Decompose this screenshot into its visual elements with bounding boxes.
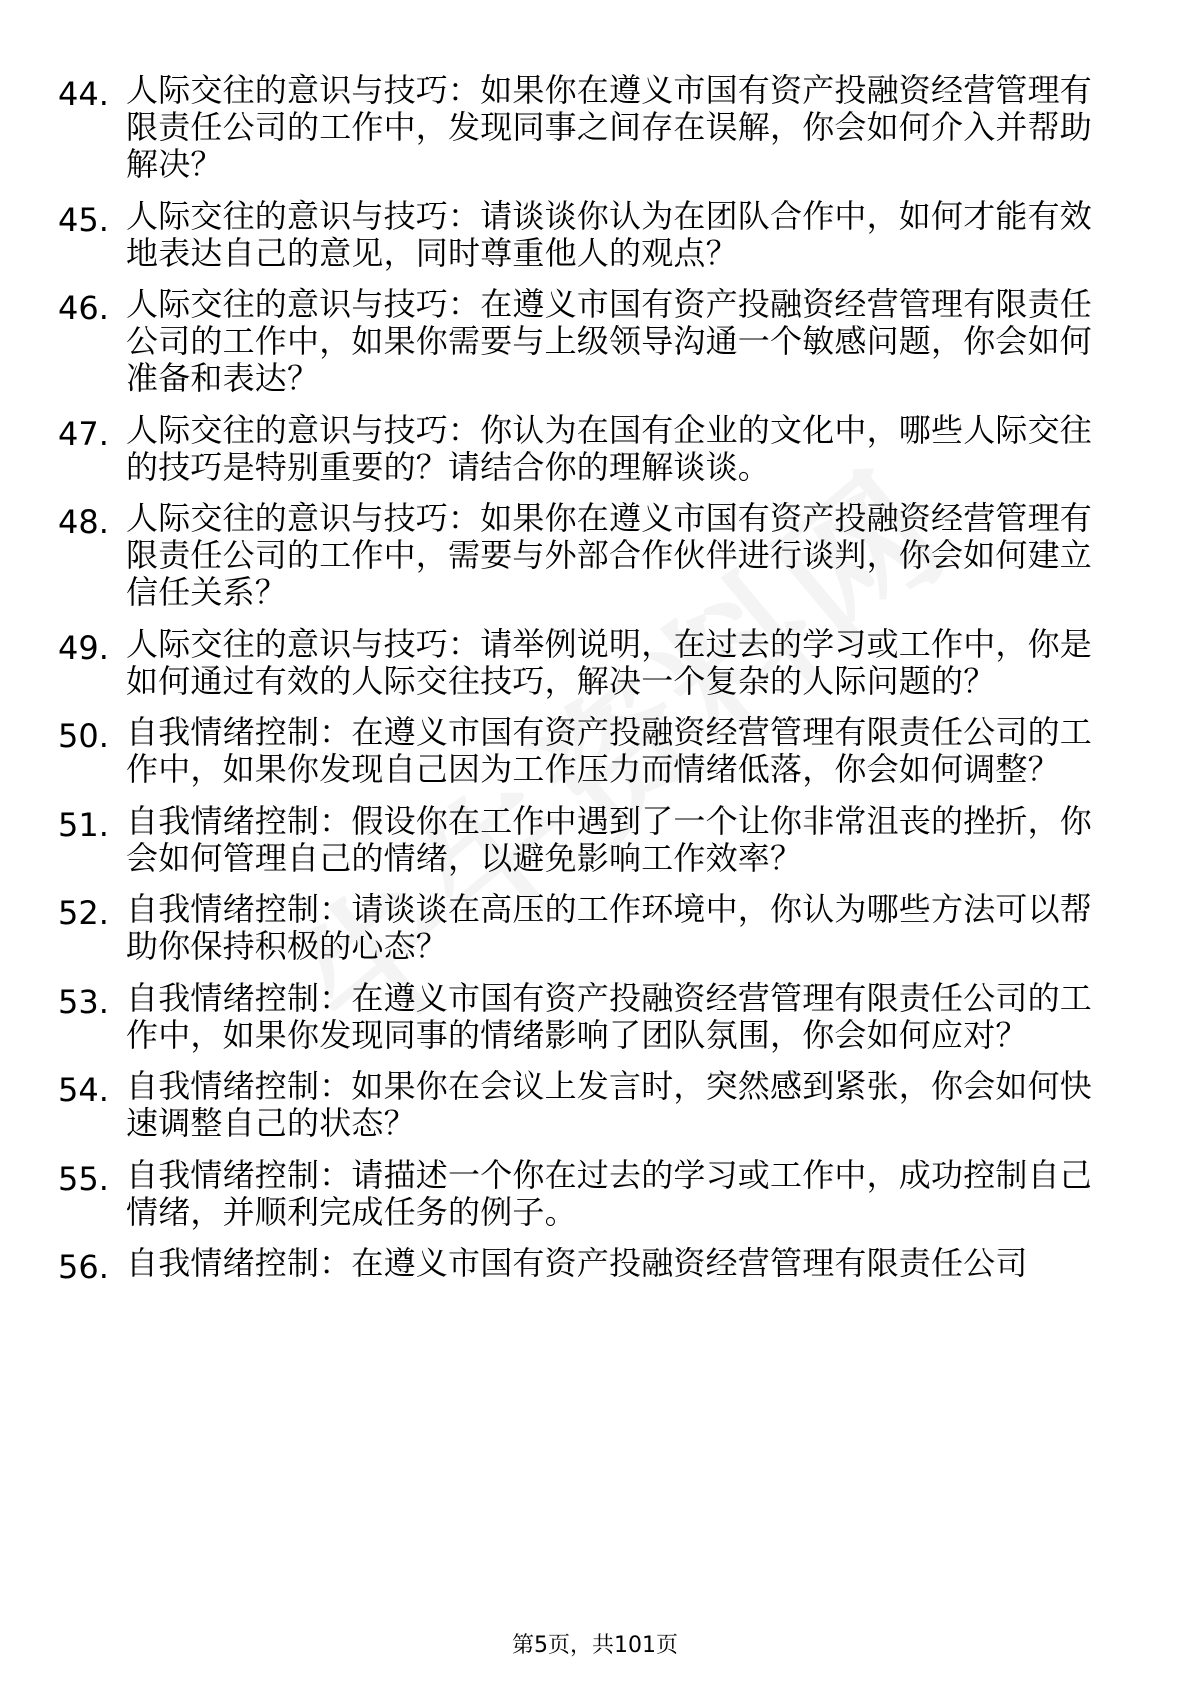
- list-item: [58, 714, 1118, 788]
- list-item: [58, 198, 1118, 272]
- question-number: 45.: [58, 200, 109, 239]
- question-number: 46.: [58, 289, 109, 327]
- question-number: 52.: [58, 894, 109, 932]
- list-item: [58, 286, 1118, 397]
- question-number: 50.: [58, 717, 109, 755]
- question-text: 人际交往的意识与技巧：如果你在遵义市国有资产投融资经营管理有限责任公司的工作中，需要与外部合作伙伴进行谈判，你会如何建立信任关系？: [126, 499, 1093, 611]
- question-number: 47.: [58, 414, 109, 453]
- question-number: 44.: [58, 75, 109, 113]
- list-item: [58, 500, 1118, 611]
- list-item: [58, 1068, 1118, 1142]
- question-number: 55.: [58, 1159, 109, 1198]
- question-number: 56.: [58, 1248, 109, 1286]
- question-text: 人际交往的意识与技巧：如果你在遵义市国有资产投融资经营管理有限责任公司的工作中，发现同事之间存在误解，你会如何介入并帮助解决？: [126, 71, 1093, 183]
- question-text: 自我情绪控制：在遵义市国有资产投融资经营管理有限责任公司的工作中，如果你发现自己因为工作压力而情绪低落，你会如何调整？: [126, 713, 1093, 788]
- question-text: 自我情绪控制：在遵义市国有资产投融资经营管理有限责任公司的工作中，如果你发现同事的情绪影响了团队氛围，你会如何应对？: [126, 978, 1093, 1054]
- question-text: 自我情绪控制：请描述一个你在过去的学习或工作中，成功控制自己情绪，并顺利完成任务的例子。: [126, 1155, 1093, 1231]
- question-number: 54.: [58, 1071, 109, 1109]
- list-item: [58, 626, 1118, 700]
- list-item: [58, 1245, 1118, 1286]
- question-list: [58, 72, 1118, 1301]
- list-item: [58, 72, 1118, 183]
- question-number: 53.: [58, 982, 109, 1021]
- question-number: 48.: [58, 503, 109, 541]
- list-item: [58, 980, 1118, 1054]
- question-number: 51.: [58, 805, 109, 844]
- list-item: [58, 891, 1118, 965]
- page-footer: [0, 1632, 1190, 1660]
- list-item: [58, 412, 1118, 486]
- question-text: 人际交往的意识与技巧：在遵义市国有资产投融资经营管理有限责任公司的工作中，如果你需要与上级领导沟通一个敏感问题，你会如何准备和表达？: [126, 285, 1093, 397]
- question-text: 人际交往的意识与技巧：请举例说明，在过去的学习或工作中，你是如何通过有效的人际交往技巧，解决一个复杂的人际问题的？: [126, 624, 1093, 700]
- question-number: 49.: [58, 628, 109, 667]
- list-item: [58, 1157, 1118, 1231]
- question-text: 人际交往的意识与技巧：请谈谈你认为在团队合作中，如何才能有效地表达自己的意见，同时尊重他人的观点？: [126, 196, 1093, 272]
- page-number: 第5页，共101页: [512, 1633, 678, 1658]
- question-text: 自我情绪控制：如果你在会议上发言时，突然感到紧张，你会如何快速调整自己的状态？: [126, 1067, 1093, 1142]
- question-text: 人际交往的意识与技巧：你认为在国有企业的文化中，哪些人际交往的技巧是特别重要的？请结合你的理解谈谈。: [126, 410, 1093, 486]
- question-text: 自我情绪控制：假设你在工作中遇到了一个让你非常沮丧的挫折，你会如何管理自己的情绪，以避免影响工作效率？: [126, 801, 1093, 877]
- list-item: [58, 803, 1118, 877]
- question-text: 自我情绪控制：在遵义市国有资产投融资经营管理有限责任公司: [126, 1244, 1028, 1282]
- question-text: 自我情绪控制：请谈谈在高压的工作环境中，你认为哪些方法可以帮助你保持积极的心态？: [126, 890, 1093, 965]
